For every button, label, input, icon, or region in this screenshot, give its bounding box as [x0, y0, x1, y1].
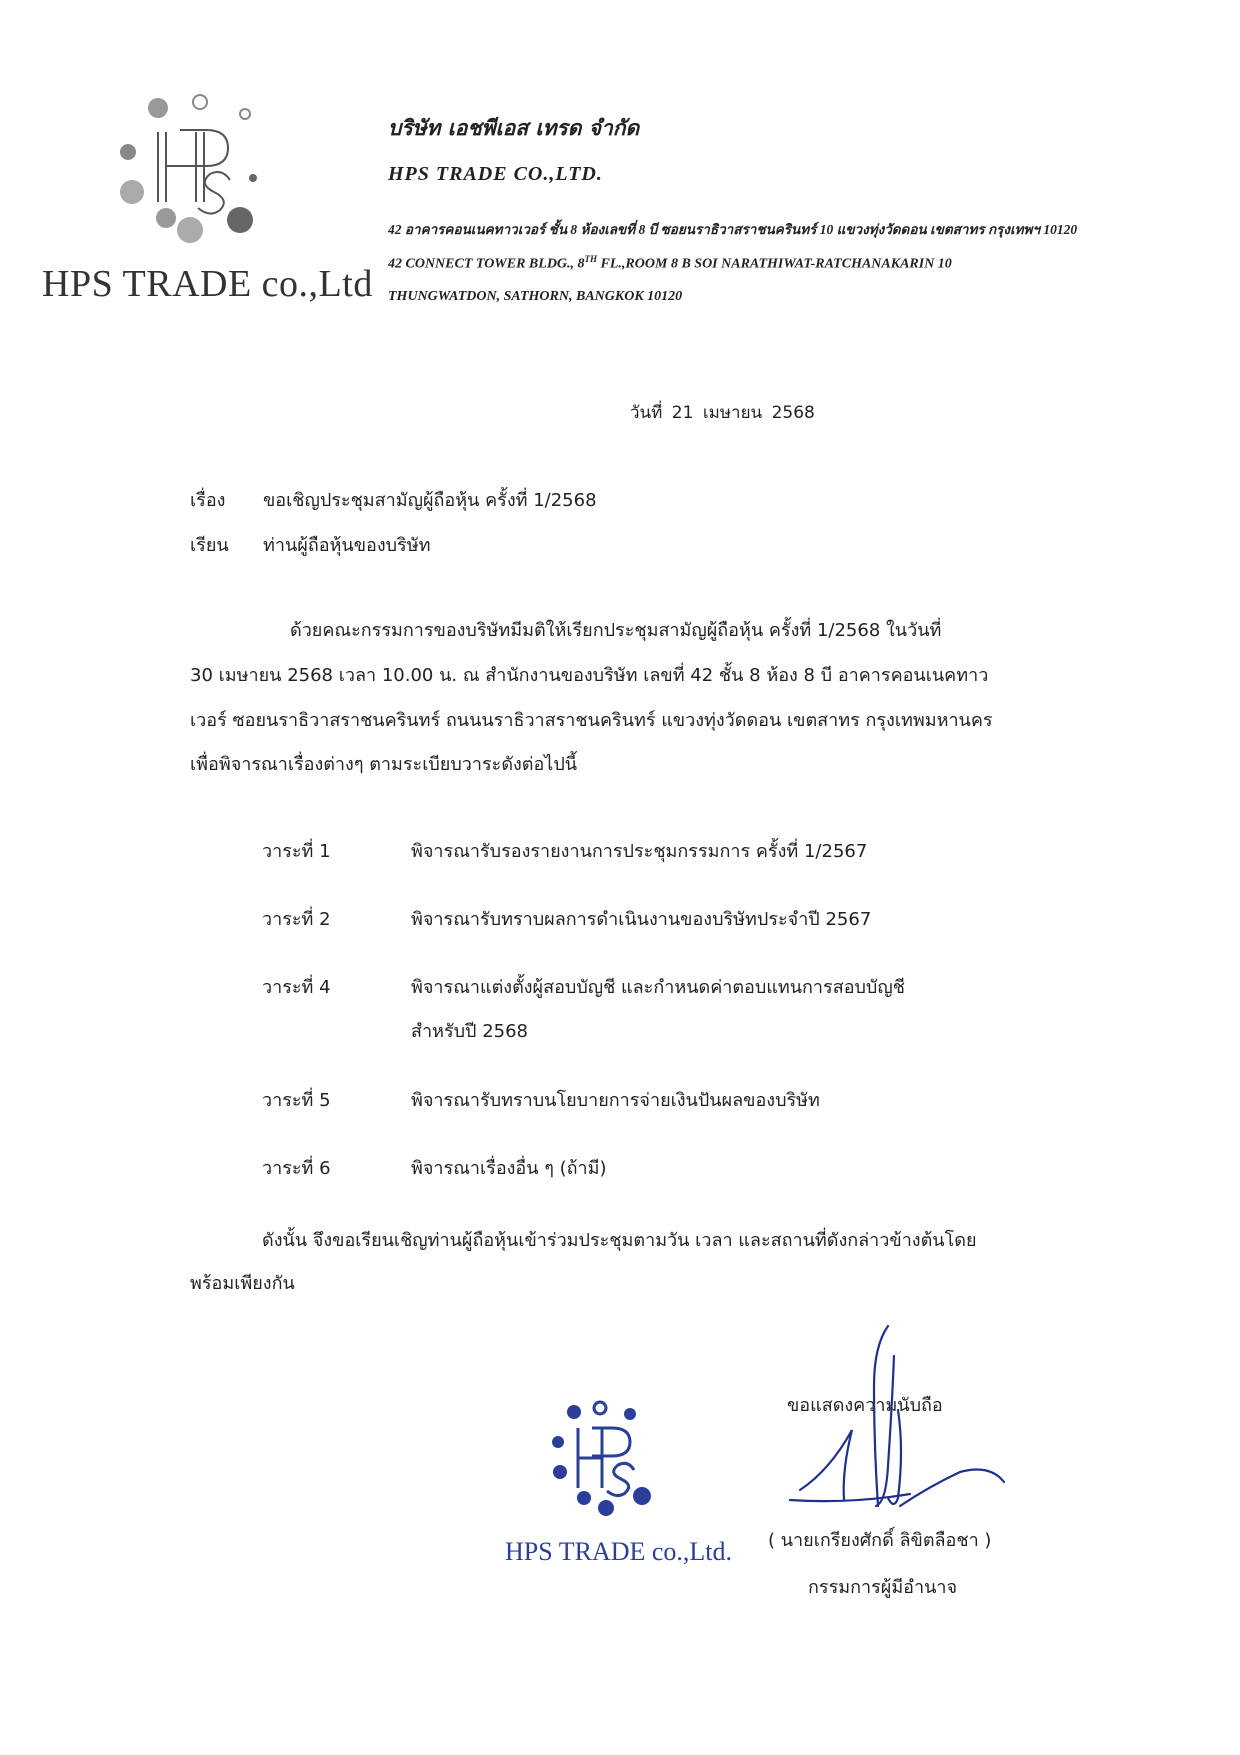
agenda-number: วาระที่ 4	[262, 977, 331, 998]
subject-label: เรื่อง	[190, 490, 226, 511]
handwritten-signature-icon	[780, 1320, 1020, 1520]
company-seal-icon	[538, 1400, 668, 1535]
company-logo	[40, 90, 290, 260]
closing-phrase: ขอแสดงความนับถือ	[787, 1395, 943, 1416]
agenda-text: พิจารณารับทราบนโยบายการจ่ายเงินปันผลของบริษัท	[411, 1090, 820, 1111]
recipient-text: ท่านผู้ถือหุ้นของบริษัท	[263, 535, 431, 556]
letter-date: วันที่ 21 เมษายน 2568	[630, 403, 815, 423]
conclusion-line: ดังนั้น จึงขอเรียนเชิญท่านผู้ถือหุ้นเข้าร่วมประชุมตามวัน เวลา และสถานที่ดังกล่าวข้างต้นโดย	[262, 1230, 977, 1251]
recipient-label: เรียน	[190, 535, 229, 556]
body-line: เพื่อพิจารณาเรื่องต่างๆ ตามระเบียบวาระดังต่อไปนี้	[190, 754, 578, 775]
signer-title: กรรมการผู้มีอำนาจ	[808, 1577, 958, 1598]
address-english-line-2: THUNGWATDON, SATHORN, BANGKOK 10120	[388, 289, 683, 304]
address-english-line-1: 42 CONNECT TOWER BLDG., 8TH FL.,ROOM 8 B SOI NARATHIWAT-RATCHANAKARIN 10	[388, 254, 952, 272]
company-name-english: HPS TRADE CO.,LTD.	[388, 163, 603, 185]
agenda-number: วาระที่ 5	[262, 1090, 331, 1111]
body-line: เวอร์ ซอยนราธิวาสราชนครินทร์ ถนนนราธิวาสราชนครินทร์ แขวงทุ่งวัดดอน เขตสาทร กรุงเทพมหานคร	[190, 710, 993, 731]
seal-wordmark: HPS TRADE co.,Ltd.	[505, 1537, 733, 1566]
conclusion-line: พร้อมเพียงกัน	[190, 1273, 295, 1294]
agenda-text: สำหรับปี 2568	[411, 1021, 529, 1042]
agenda-text: พิจารณารับทราบผลการดำเนินงานของบริษัทประจำปี 2567	[411, 909, 872, 930]
agenda-number: วาระที่ 6	[262, 1158, 331, 1179]
agenda-number: วาระที่ 1	[262, 841, 331, 862]
address-thai: 42 อาคารคอนเนคทาวเวอร์ ชั้น 8 ห้องเลขที่ 8 บี ซอยนราธิวาสราชนครินทร์ 10 แขวงทุ่งวัดดอน เขตสาทร กรุงเทพฯ 10120	[388, 222, 1078, 237]
agenda-number: วาระที่ 2	[262, 909, 331, 930]
logo-wordmark: HPS TRADE co.,Ltd	[42, 263, 373, 305]
company-name-thai: บริษัท เอชพีเอส เทรด จำกัด	[388, 115, 640, 140]
agenda-text: พิจารณารับรองรายงานการประชุมกรรมการ ครั้งที่ 1/2567	[411, 841, 868, 862]
body-line: 30 เมษายน 2568 เวลา 10.00 น. ณ สำนักงานของบริษัท เลขที่ 42 ชั้น 8 ห้อง 8 บี อาคารคอนเนคทาว	[190, 665, 989, 686]
body-line: ด้วยคณะกรรมการของบริษัทมีมติให้เรียกประชุมสามัญผู้ถือหุ้น ครั้งที่ 1/2568 ในวันที่	[290, 620, 942, 641]
signer-name: ( นายเกรียงศักดิ์ ลิขิตลือชา )	[768, 1530, 992, 1551]
agenda-text: พิจารณาเรื่องอื่น ๆ (ถ้ามี)	[411, 1158, 607, 1179]
agenda-text: พิจารณาแต่งตั้งผู้สอบบัญชี และกำหนดค่าตอบแทนการสอบบัญชี	[411, 977, 905, 998]
subject-text: ขอเชิญประชุมสามัญผู้ถือหุ้น ครั้งที่ 1/2568	[263, 490, 597, 511]
